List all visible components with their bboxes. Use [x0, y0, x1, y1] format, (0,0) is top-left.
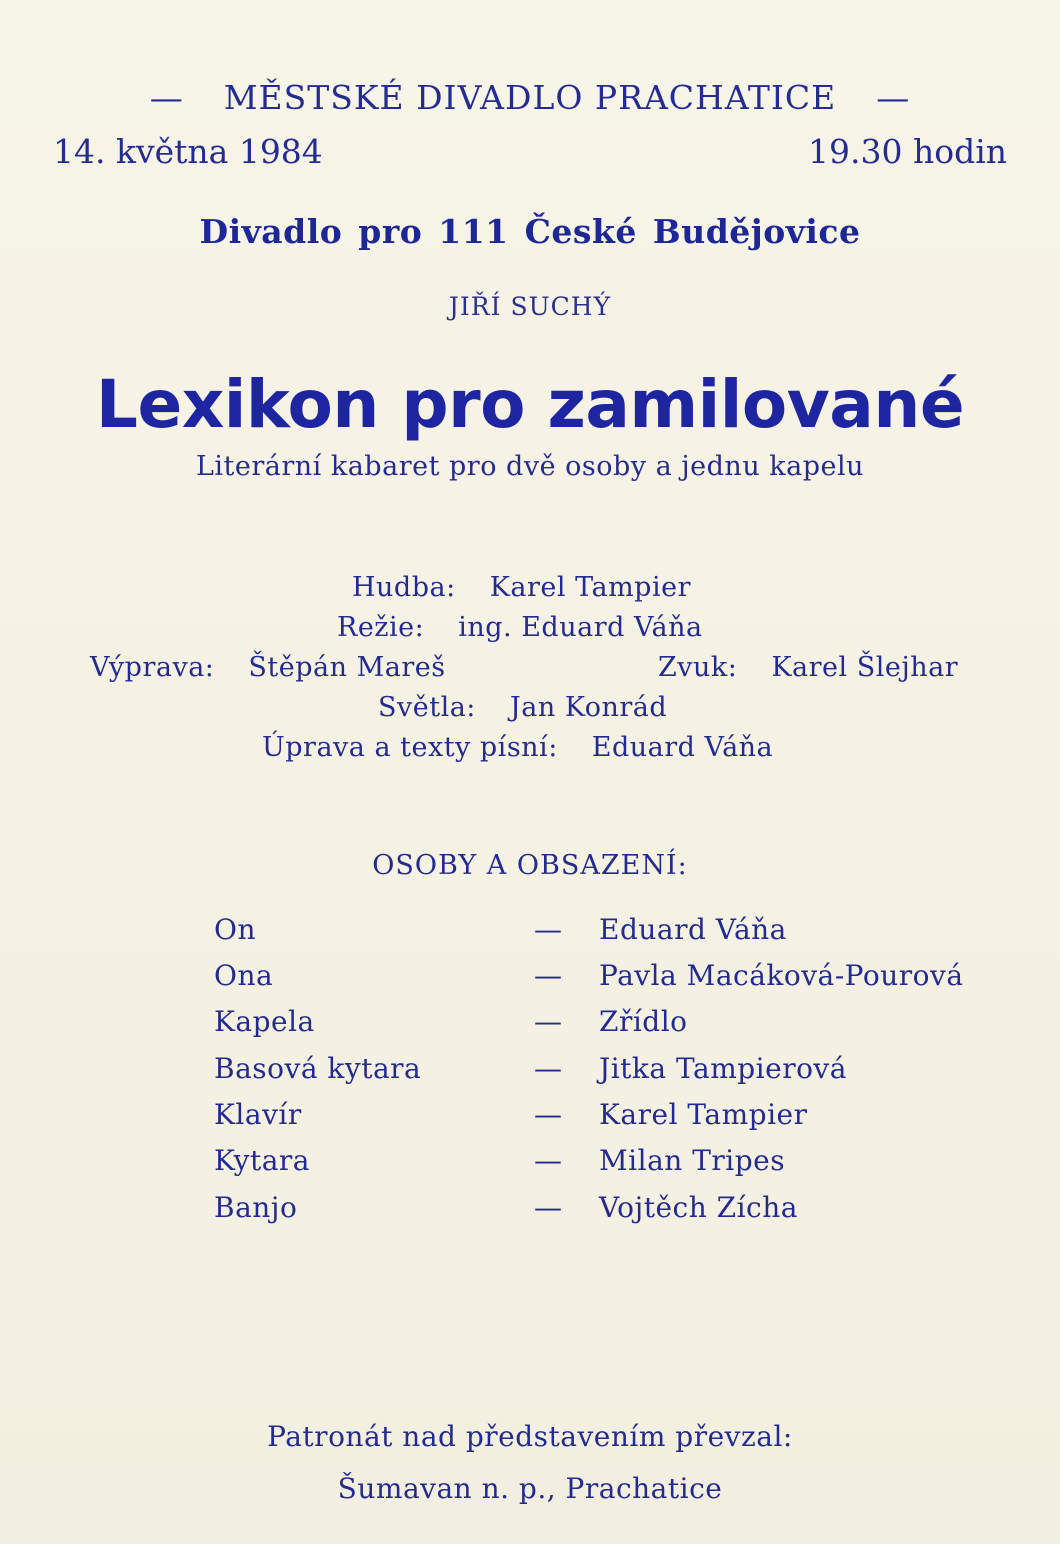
play-title: Lexikon pro zamilované: [95, 366, 965, 443]
credit-direction: [337, 612, 703, 643]
venue-header: [0, 78, 1060, 117]
credit-design-label: Výprava:: [90, 652, 215, 683]
credit-direction-name: ing. Eduard Váňa: [458, 612, 703, 643]
play-subtitle: Literární kabaret pro dvě osoby a jednu kapelu: [195, 451, 865, 482]
cast-dash: —: [534, 1005, 563, 1038]
cast-actor: Pavla Macáková-Pourová: [599, 959, 964, 992]
cast-dash: —: [534, 1052, 563, 1085]
credit-lyrics-name: Eduard Váňa: [591, 732, 774, 763]
cast-actor: Vojtěch Zícha: [599, 1191, 798, 1224]
cast-role: Klavír: [214, 1098, 302, 1131]
credit-lights: [378, 692, 667, 723]
patron-name: Šumavan n. p., Prachatice: [337, 1472, 723, 1505]
cast-role: Banjo: [214, 1191, 298, 1224]
credit-lyrics-label: Úprava a texty písní:: [262, 732, 558, 763]
author-name: JIŘÍ SUCHÝ: [448, 292, 612, 321]
cast-heading: OSOBY A OBSAZENÍ:: [372, 850, 688, 881]
cast-role: On: [214, 913, 256, 946]
header-dash-left: —: [149, 78, 184, 117]
cast-role: Kapela: [214, 1005, 315, 1038]
credit-sound: [658, 652, 958, 683]
venue-name: MĚSTSKÉ DIVADLO PRACHATICE: [223, 78, 837, 117]
cast-actor: Zřídlo: [599, 1005, 688, 1038]
cast-dash: —: [534, 1191, 563, 1224]
cast-role: Kytara: [214, 1144, 310, 1177]
cast-row: [0, 1098, 1060, 1144]
cast-list: [0, 913, 1060, 1243]
performance-date: 14. května 1984: [53, 132, 323, 171]
credit-design: [90, 652, 446, 683]
cast-row: [0, 1005, 1060, 1051]
cast-dash: —: [534, 1098, 563, 1131]
cast-row: [0, 959, 1060, 1005]
cast-dash: —: [534, 959, 563, 992]
credit-lights-name: Jan Konrád: [509, 692, 668, 723]
credit-direction-label: Režie:: [337, 612, 425, 643]
performance-time: 19.30 hodin: [807, 132, 1007, 171]
cast-row: [0, 1052, 1060, 1098]
cast-role: Ona: [214, 959, 274, 992]
cast-dash: —: [534, 913, 563, 946]
cast-dash: —: [534, 1144, 563, 1177]
credit-lyrics: [262, 732, 773, 763]
cast-actor: Eduard Váňa: [599, 913, 787, 946]
credit-sound-name: Karel Šlejhar: [771, 652, 959, 683]
credit-lights-label: Světla:: [378, 692, 476, 723]
header-dash-right: —: [876, 78, 911, 117]
cast-role: Basová kytara: [214, 1052, 422, 1085]
theatre-company: Divadlo pro 111 České Budějovice: [199, 212, 861, 251]
patronage-line: Patronát nad představením převzal:: [267, 1420, 793, 1453]
credit-sound-label: Zvuk:: [658, 652, 738, 683]
credit-music-name: Karel Tampier: [489, 572, 691, 603]
cast-actor: Jitka Tampierová: [599, 1052, 847, 1085]
credit-music: [352, 572, 691, 603]
credit-design-name: Štěpán Mareš: [248, 652, 446, 683]
cast-actor: Karel Tampier: [599, 1098, 808, 1131]
cast-row: [0, 913, 1060, 959]
cast-row: [0, 1191, 1060, 1237]
cast-row: [0, 1144, 1060, 1190]
cast-actor: Milan Tripes: [599, 1144, 786, 1177]
credit-music-label: Hudba:: [352, 572, 456, 603]
